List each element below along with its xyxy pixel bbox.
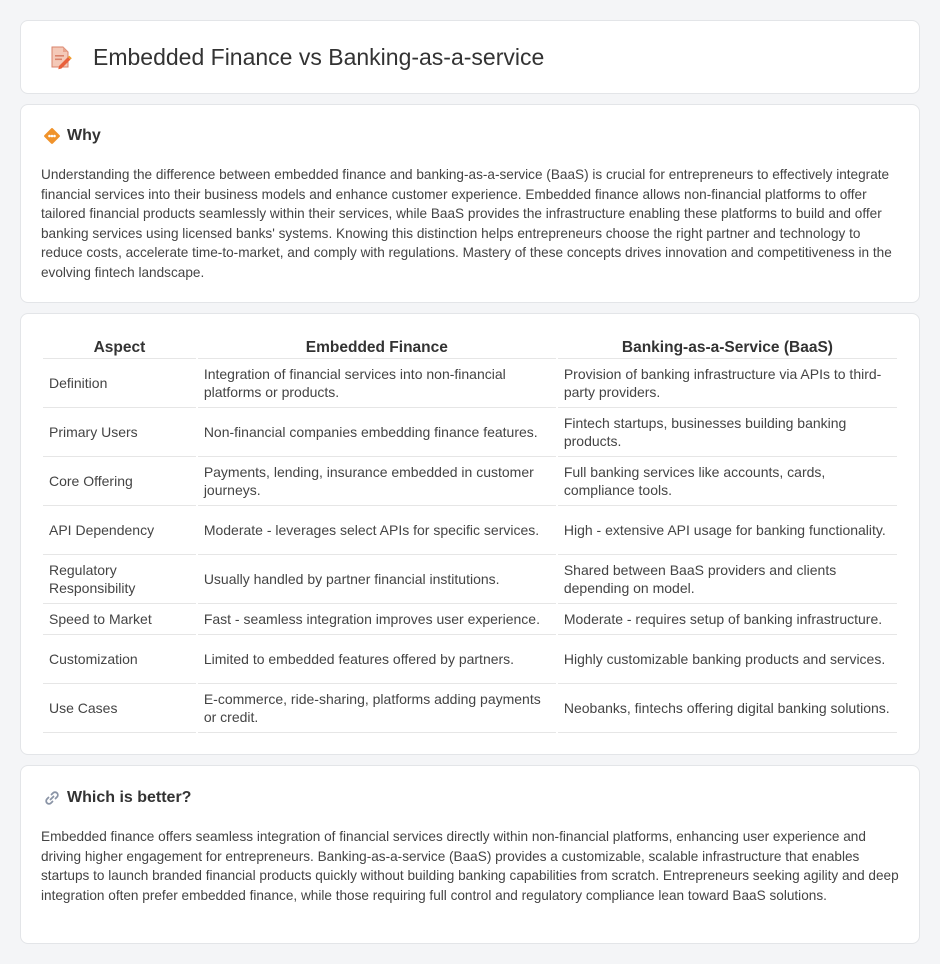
why-paragraph: Understanding the difference between embedded finance and banking-as-a-service (BaaS) is crucial for entrepreneurs to effectively integrate financial services into their business models and enhance customer experience. Embedded finance allows non-financial platforms to offer tailored financial products seamlessly within their services, while BaaS provides the infrastructure enabling these platforms to build and offer banking services using licensed banks' systems. Knowing this distinction helps entrepreneurs choose the right partner and technology to reduce costs, accelerate time-to-market, and comply with regulations. Mastery of these concepts drives innovation and competitiveness in the evolving fintech landscape.	[41, 167, 892, 280]
link-icon	[43, 789, 61, 807]
which-is-better-section	[20, 765, 920, 944]
table-row	[43, 457, 897, 506]
table-row	[43, 604, 897, 635]
aspect-cell: Regulatory Responsibility	[43, 555, 196, 604]
embedded-cell: Usually handled by partner financial institutions.	[198, 555, 556, 604]
embedded-cell: Limited to embedded features offered by partners.	[198, 635, 556, 684]
better-paragraph: Embedded finance offers seamless integration of financial services directly within non-financial platforms, enhancing user experience and driving higher engagement for entrepreneurs. Banking-as-a-service (BaaS) provides a customizable, scalable infrastructure that enables startups to launch branded financial products quickly without building banking capabilities from scratch. Entrepreneurs seeking agility and deep integration often prefer embedded finance, while those requiring full control and regulatory compliance lean toward BaaS solutions.	[41, 829, 899, 903]
aspect-cell: Speed to Market	[43, 604, 196, 635]
table-row	[43, 408, 897, 457]
embedded-cell: E-commerce, ride-sharing, platforms adding payments or credit.	[198, 684, 556, 733]
table-row	[43, 359, 897, 408]
baas-cell: Moderate - requires setup of banking infrastructure.	[558, 604, 897, 635]
aspect-cell: Primary Users	[43, 408, 196, 457]
embedded-cell: Payments, lending, insurance embedded in customer journeys.	[198, 457, 556, 506]
baas-cell: Neobanks, fintechs offering digital banking solutions.	[558, 684, 897, 733]
document-pencil-icon	[47, 44, 73, 70]
header-embedded-finance: Embedded Finance	[198, 334, 556, 359]
table-row	[43, 684, 897, 733]
embedded-cell: Non-financial companies embedding finance features.	[198, 408, 556, 457]
diamond-icon	[43, 127, 61, 145]
title-card	[20, 20, 920, 94]
aspect-cell: Use Cases	[43, 684, 196, 733]
aspect-cell: Customization	[43, 635, 196, 684]
comparison-table	[41, 334, 899, 733]
why-heading: Why	[67, 127, 101, 144]
header-baas: Banking-as-a-Service (BaaS)	[558, 334, 897, 359]
baas-cell: Provision of banking infrastructure via APIs to third-party providers.	[558, 359, 897, 408]
embedded-cell: Fast - seamless integration improves user experience.	[198, 604, 556, 635]
why-section	[20, 104, 920, 303]
table-row	[43, 555, 897, 604]
baas-cell: Fintech startups, businesses building banking products.	[558, 408, 897, 457]
embedded-cell: Integration of financial services into non-financial platforms or products.	[198, 359, 556, 408]
table-header-row	[43, 334, 897, 359]
baas-cell: Shared between BaaS providers and clients depending on model.	[558, 555, 897, 604]
better-heading: Which is better?	[67, 789, 192, 806]
embedded-cell: Moderate - leverages select APIs for specific services.	[198, 506, 556, 555]
baas-cell: Full banking services like accounts, cards, compliance tools.	[558, 457, 897, 506]
table-row	[43, 635, 897, 684]
comparison-card	[20, 313, 920, 755]
header-aspect: Aspect	[43, 334, 196, 359]
page-title: Embedded Finance vs Banking-as-a-service	[93, 43, 545, 70]
table-row	[43, 506, 897, 555]
baas-cell: High - extensive API usage for banking functionality.	[558, 506, 897, 555]
aspect-cell: Core Offering	[43, 457, 196, 506]
why-heading-row	[43, 127, 101, 145]
better-heading-row	[43, 789, 191, 807]
baas-cell: Highly customizable banking products and services.	[558, 635, 897, 684]
aspect-cell: Definition	[43, 359, 196, 408]
aspect-cell: API Dependency	[43, 506, 196, 555]
